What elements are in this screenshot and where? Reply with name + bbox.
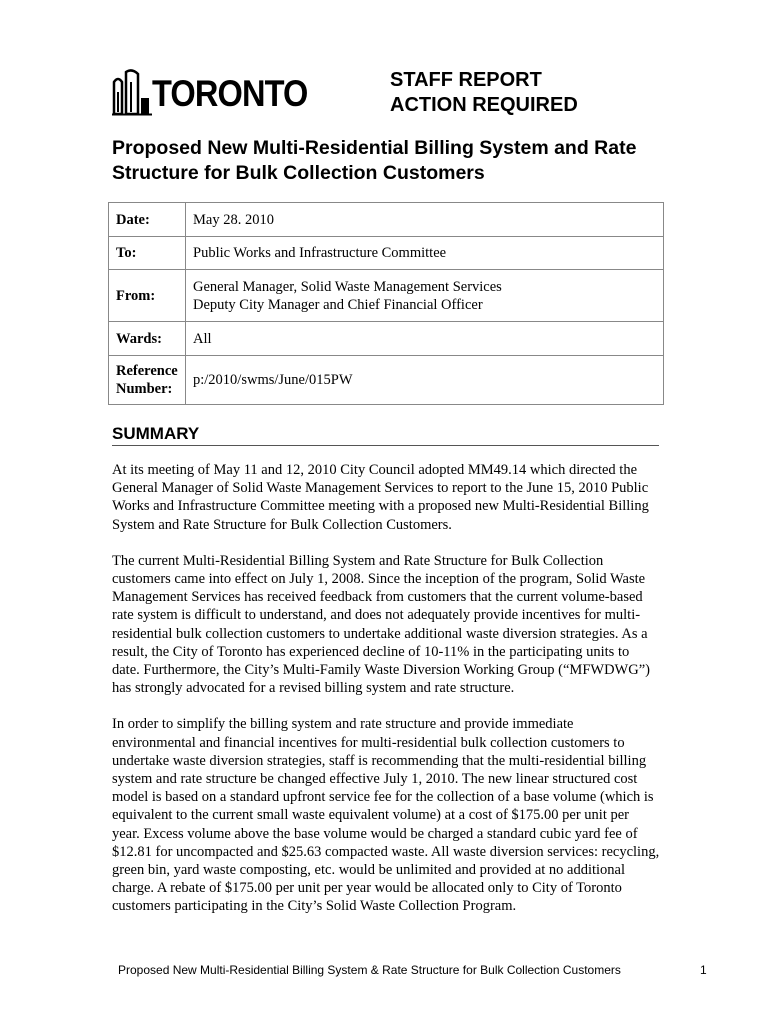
summary-heading: SUMMARY	[112, 424, 659, 446]
report-line-action: ACTION REQUIRED	[390, 94, 578, 116]
reference-label	[109, 356, 186, 405]
summary-body	[112, 461, 660, 934]
page-number: 1	[700, 963, 707, 977]
summary-paragraph-1: At its meeting of May 11 and 12, 2010 City Council adopted MM49.14 which directed the General Manager of Solid Waste Management Services to report to the June 15, 2010 Public Works and Infrastructure Committee meeting with a proposed new Multi-Residential Billing System and Rate Structure for Bulk Collection Customers.	[112, 462, 649, 533]
logo-wordmark: TORONTO	[152, 73, 308, 114]
meta-row-to	[109, 237, 664, 270]
date-value: May 28. 2010	[186, 203, 664, 237]
from-value-line-2: Deputy City Manager and Chief Financial Officer	[193, 296, 483, 313]
date-label: Date:	[109, 203, 186, 237]
reference-label-line-1: Reference	[116, 363, 178, 379]
meta-table	[108, 202, 664, 405]
meta-row-reference	[109, 356, 664, 405]
document-title: Proposed New Multi-Residential Billing System and Rate Structure for Bulk Collection Customers	[112, 137, 637, 184]
to-value: Public Works and Infrastructure Committee	[186, 237, 664, 270]
meta-row-wards	[109, 322, 664, 356]
report-line-staff: STAFF REPORT	[390, 69, 542, 91]
summary-paragraph-3: In order to simplify the billing system and rate structure and provide immediate environmental and financial incentives for multi-residential bulk collection customers to undertake waste diversion strategies, staff is recommending that the multi-residential billing system and rate structure be changed effective July 1, 2010. The new linear structured cost model is based on a standard upfront service fee for the collection of a base volume (which is equivalent to the current small waste equivalent volume) at a cost of $175.00 per unit per year. Excess volume above the base volume would be charged a standard cubic yard fee of $12.81 for uncompacted and $25.63 compacted waste. All waste diversion services: recycling, green bin, yard waste composting, etc. would be unlimited and provided at no additional charge. A rebate of $175.00 per unit per year would be allocated only to City of Toronto customers participating in the City’s Solid Waste Collection Program.	[112, 716, 660, 915]
city-hall-icon	[112, 68, 152, 116]
meta-row-from	[109, 270, 664, 322]
from-label: From:	[109, 270, 186, 322]
to-label: To:	[109, 237, 186, 270]
wards-value: All	[186, 322, 664, 356]
from-value	[186, 270, 664, 322]
summary-paragraph-2: The current Multi-Residential Billing System and Rate Structure for Bulk Collection customers came into effect on July 1, 2008. Since the inception of the program, Solid Waste Management Services has received feedback from customers that the current volume-based rate system is difficult to understand, and does not adequately provide incentives for multi-residential bulk collection customers to undertake additional waste diversion strategies. As a result, the City of Toronto has experienced decline of 10-11% in the participating units to date. Furthermore, the City’s Multi-Family Waste Diversion Working Group (“MFWDWG”) has strongly advocated for a revised billing system and rate structure.	[112, 552, 650, 697]
from-value-line-1: General Manager, Solid Waste Management Services	[193, 278, 502, 295]
report-type	[390, 68, 578, 118]
reference-label-line-2: Number:	[116, 381, 173, 397]
toronto-logo	[112, 68, 308, 118]
wards-label: Wards:	[109, 322, 186, 356]
reference-value: p:/2010/swms/June/015PW	[186, 356, 664, 405]
page-footer: Proposed New Multi-Residential Billing System & Rate Structure for Bulk Collection Customers	[118, 963, 621, 977]
meta-row-date	[109, 203, 664, 237]
